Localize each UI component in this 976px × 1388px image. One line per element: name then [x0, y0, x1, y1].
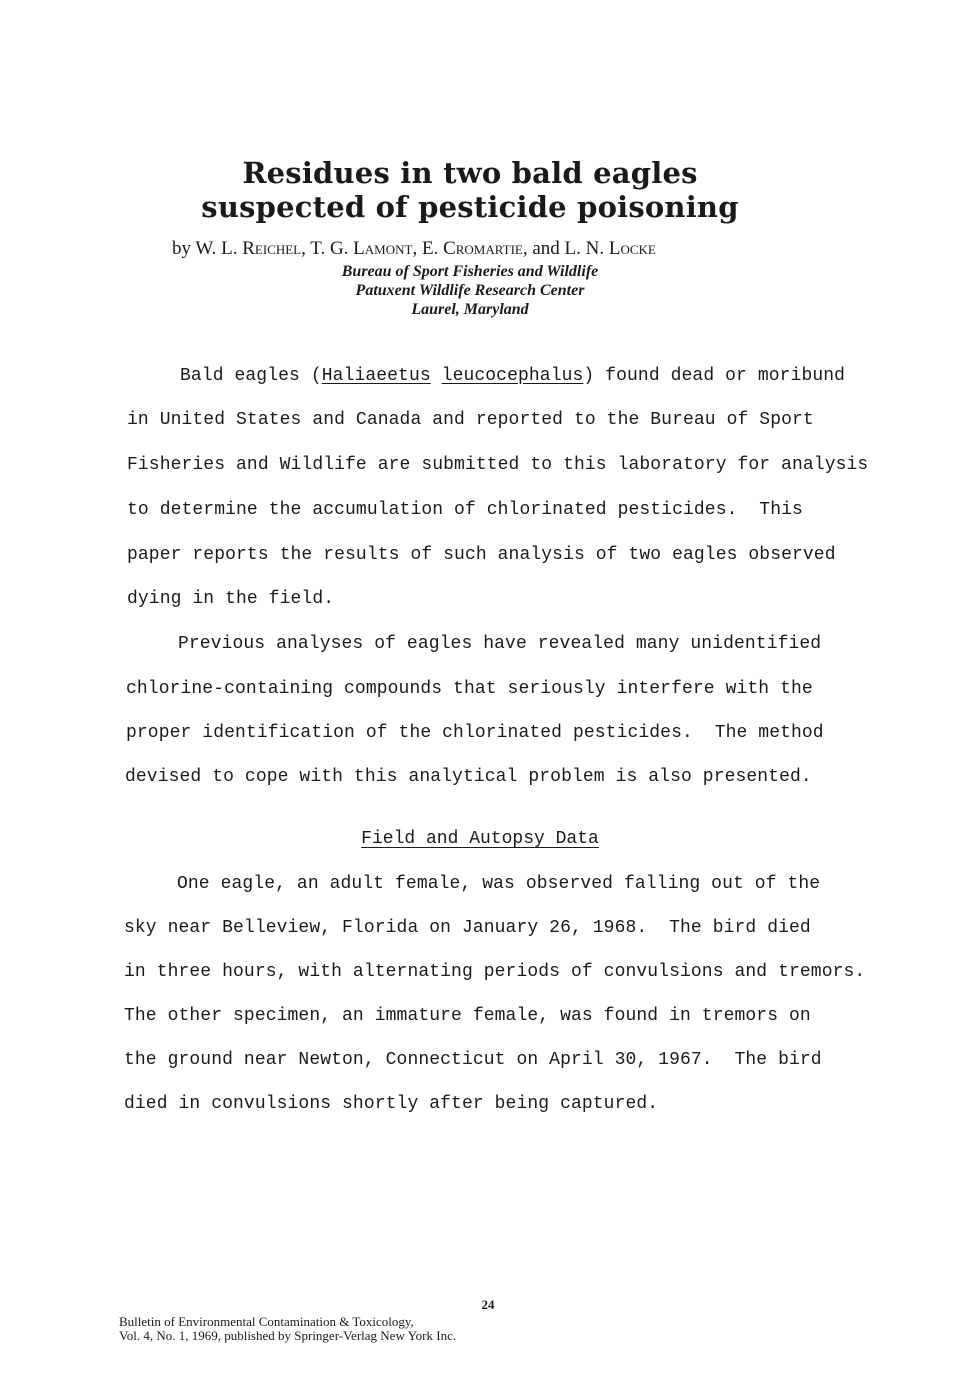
paragraph-1-line-4: to determine the accumulation of chlorinated pesticides. This	[127, 500, 803, 520]
section-heading: Field and Autopsy Data	[361, 829, 599, 849]
affiliation-location: Laurel, Maryland	[411, 301, 529, 318]
byline-separator: , and L. N.	[522, 238, 609, 259]
author-reichel: Reichel	[242, 238, 302, 259]
paragraph-2-line-4: devised to cope with this analytical problem is also presented.	[125, 767, 812, 787]
paragraph-1-line-3: Fisheries and Wildlife are submitted to this laboratory for analysis	[127, 455, 869, 475]
paper-title-line-2: suspected of pesticide poisoning	[201, 190, 739, 224]
author-byline	[172, 238, 656, 260]
affiliation-bureau: Bureau of Sport Fisheries and Wildlife	[341, 263, 599, 280]
author-locke: Locke	[608, 238, 656, 259]
paragraph-3-line-3: in three hours, with alternating periods of convulsions and tremors.	[124, 962, 866, 982]
byline-separator: , T. G.	[301, 238, 354, 259]
paragraph-3-line-6: died in convulsions shortly after being captured.	[124, 1094, 659, 1114]
author-lamont: Lamont	[353, 238, 413, 259]
page-number: 24	[481, 1297, 495, 1312]
species-epithet: leucocephalus	[441, 366, 584, 386]
paper-title-line-1: Residues in two bald eagles	[242, 156, 698, 190]
species-genus: Haliaeetus	[321, 366, 431, 386]
byline-prefix: by W. L.	[172, 238, 243, 259]
paragraph-3-line-2: sky near Belleview, Florida on January 26, 1968. The bird died	[124, 918, 811, 938]
paragraph-1-line-5: paper reports the results of such analysis of two eagles observed	[127, 545, 836, 565]
affiliation-center: Patuxent Wildlife Research Center	[355, 282, 585, 299]
paragraph-1-line-1	[180, 365, 845, 387]
byline-separator: , E.	[412, 238, 444, 259]
paragraph-2-line-1: Previous analyses of eagles have revealed many unidentified	[178, 634, 822, 654]
text-run: Bald eagles (	[180, 366, 322, 386]
paragraph-1-line-2: in United States and Canada and reported to the Bureau of Sport	[127, 410, 814, 430]
paragraph-3-line-4: The other specimen, an immature female, was found in tremors on	[124, 1006, 811, 1026]
paragraph-2-line-2: chlorine-containing compounds that seriously interfere with the	[126, 679, 813, 699]
journal-citation-line-2: Vol. 4, No. 1, 1969, published by Springer-Verlag New York Inc.	[119, 1328, 457, 1343]
paragraph-3-line-5: the ground near Newton, Connecticut on April 30, 1967. The bird	[124, 1050, 822, 1070]
paragraph-2-line-3: proper identification of the chlorinated pesticides. The method	[126, 723, 824, 743]
journal-citation-line-1: Bulletin of Environmental Contamination & Toxicology,	[119, 1314, 414, 1329]
paragraph-3-line-1: One eagle, an adult female, was observed falling out of the	[177, 874, 821, 894]
author-cromartie: Cromartie	[443, 238, 523, 259]
text-run: ) found dead or moribund	[583, 366, 846, 386]
paragraph-1-line-6: dying in the field.	[127, 589, 335, 609]
